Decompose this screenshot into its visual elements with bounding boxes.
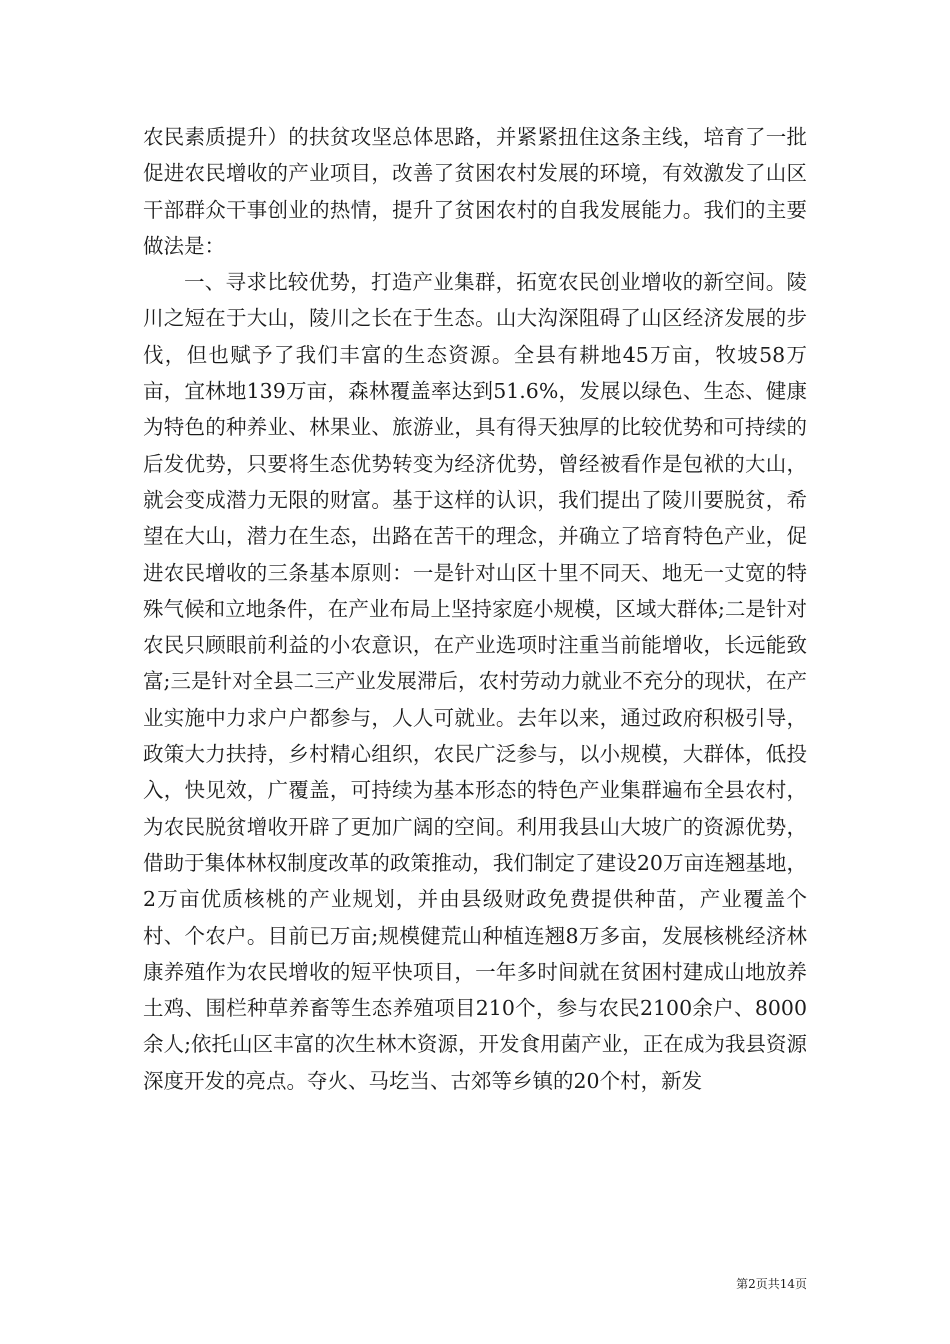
page-number: 第2页共14页	[736, 1277, 807, 1291]
body-text	[143, 119, 807, 1099]
paragraph-section-one: 一、寻求比较优势，打造产业集群，拓宽农民创业增收的新空间。陵川之短在于大山，陵川之长在于生态。山大沟深阻碍了山区经济发展的步伐，但也赋予了我们丰富的生态资源。全县有耕地45万亩，牧坡58万亩，宜林地139万亩，森林覆盖率达到51.6%，发展以绿色、生态、健康为特色的种养业、林果业、旅游业，具有得天独厚的比较优势和可持续的后发优势，只要将生态优势转变为经济优势，曾经被看作是包袱的大山，就会变成潜力无限的财富。基于这样的认识，我们提出了陵川要脱贫，希望在大山，潜力在生态，出路在苦干的理念，并确立了培育特色产业，促进农民增收的三条基本原则：一是针对山区十里不同天、地无一丈宽的特殊气候和立地条件，在产业布局上坚持家庭小规模，区域大群体;二是针对农民只顾眼前利益的小农意识，在产业选项时注重当前能增收，长远能致富;三是针对全县二三产业发展滞后，农村劳动力就业不充分的现状，在产业实施中力求户户都参与，人人可就业。去年以来，通过政府积极引导，政策大力扶持，乡村精心组织，农民广泛参与，以小规模，大群体，低投入，快见效，广覆盖，可持续为基本形态的特色产业集群遍布全县农村，为农民脱贫增收开辟了更加广阔的空间。利用我县山大坡广的资源优势，借助于集体林权制度改革的政策推动，我们制定了建设20万亩连翘基地，2万亩优质核桃的产业规划，并由县级财政免费提供种苗，产业覆盖个村、个农户。目前已万亩;规模健荒山种植连翘8万多亩，发展核桃经济林康养殖作为农民增收的短平快项目，一年多时间就在贫困村建成山地放养土鸡、围栏种草养畜等生态养殖项目210个，参与农民2100余户、8000余人;依托山区丰富的次生林木资源，开发食用菌产业，正在成为我县资源深度开发的亮点。夺火、马圪当、古郊等乡镇的20个村，新发	[143, 270, 807, 1093]
paragraph-continuation: 农民素质提升）的扶贫攻坚总体思路，并紧紧扭住这条主线，培育了一批促进农民增收的产业项目，改善了贫困农村发展的环境，有效激发了山区干部群众干事创业的热情，提升了贫困农村的自我发展能力。我们的主要做法是：	[143, 125, 807, 258]
